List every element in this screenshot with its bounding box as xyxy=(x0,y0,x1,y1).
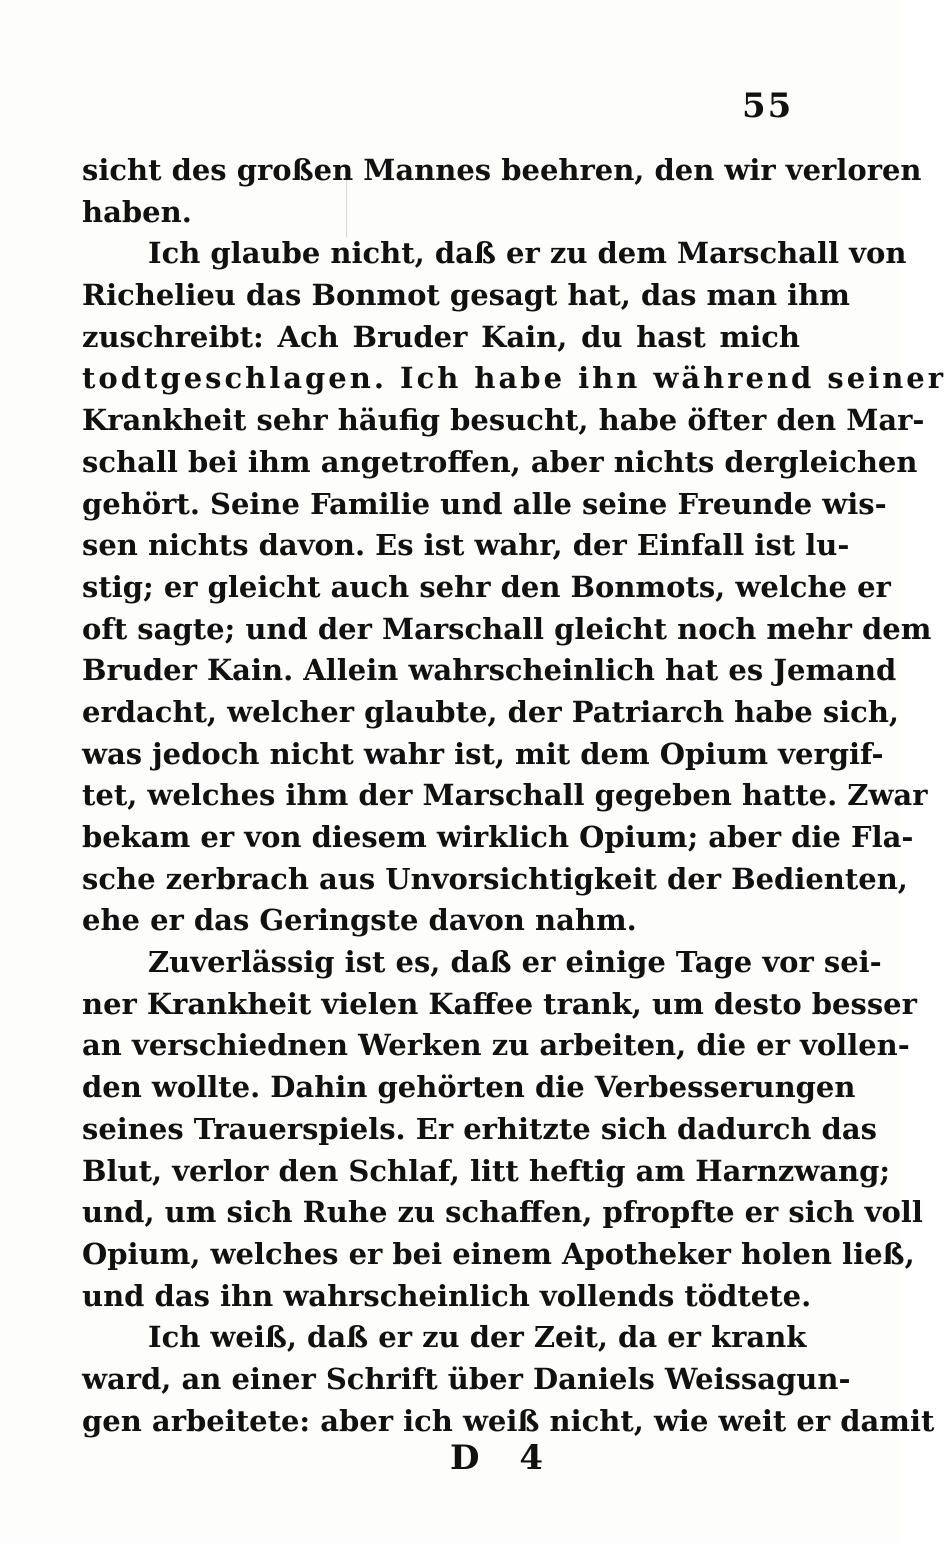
text-line: Krankheit sehr häufig besucht, habe öfter den Mar- xyxy=(82,403,925,438)
text-line: zuschreibt: Ach Bruder Kain, du hast mich xyxy=(82,319,800,354)
text-line: Ich weiß, daß er zu der Zeit, da er krank xyxy=(148,1320,807,1355)
text-line: bekam er von diesem wirklich Opium; aber die Fla- xyxy=(82,820,914,854)
text-line: sicht des großen Mannes beehren, den wir verloren xyxy=(82,153,922,187)
text-line: und, um sich Ruhe zu schaffen, pfropfte er sich voll xyxy=(82,1195,923,1230)
text-line: Bruder Kain. Allein wahrscheinlich hat es Jemand xyxy=(82,653,897,688)
text-line: sche zerbrach aus Unvorsichtigkeit der Bedienten, xyxy=(82,861,908,896)
text-line: ner Krankheit vielen Kaffee trank, um desto besser xyxy=(82,986,917,1021)
text-line: ward, an einer Schrift über Daniels Weissagun- xyxy=(82,1361,851,1396)
text-line: an verschiednen Werken zu arbeiten, die er vollen- xyxy=(82,1028,910,1063)
text-line: Blut, verlor den Schlaf, litt heftig am Harnzwang; xyxy=(82,1153,891,1188)
text-line: gen arbeitete: aber ich weiß nicht, wie weit er damit xyxy=(82,1403,935,1438)
text-line: ehe er das Geringste davon nahm. xyxy=(82,903,637,938)
body-text xyxy=(82,150,946,1442)
text-line: sen nichts davon. Es ist wahr, der Einfall ist lu- xyxy=(82,528,850,563)
text-line: tet, welches ihm der Marschall gegeben hatte. Zwar xyxy=(82,778,928,813)
text-line: und das ihn wahrscheinlich vollends tödtete. xyxy=(82,1278,812,1313)
text-line: was jedoch nicht wahr ist, mit dem Opium vergif- xyxy=(82,736,884,771)
text-line: erdacht, welcher glaubte, der Patriarch habe sich, xyxy=(82,694,900,729)
text-line: Ich glaube nicht, daß er zu dem Marschall von xyxy=(148,236,907,271)
text-line: Richelieu das Bonmot gesagt hat, das man ihm xyxy=(82,278,850,313)
text-line: todtgeschlagen. Ich habe ihn während seiner xyxy=(82,361,946,396)
text-line: seines Trauerspiels. Er erhitzte sich dadurch das xyxy=(82,1111,877,1146)
page-number: 55 xyxy=(742,86,794,126)
signature-mark: D 4 xyxy=(450,1438,557,1478)
text-line: haben. xyxy=(82,194,192,229)
text-line: den wollte. Dahin gehörten die Verbesserungen xyxy=(82,1070,856,1105)
text-line: gehört. Seine Familie und alle seine Freunde wis- xyxy=(82,486,887,521)
text-line: Opium, welches er bei einem Apotheker holen ließ, xyxy=(82,1236,915,1271)
text-line: schall bei ihm angetroffen, aber nichts dergleichen xyxy=(82,444,918,479)
text-line: stig; er gleicht auch sehr den Bonmots, welche er xyxy=(82,569,891,604)
text-line: oft sagte; und der Marschall gleicht noch mehr dem xyxy=(82,611,932,646)
text-line: Zuverlässig ist es, daß er einige Tage vor sei- xyxy=(148,945,882,980)
